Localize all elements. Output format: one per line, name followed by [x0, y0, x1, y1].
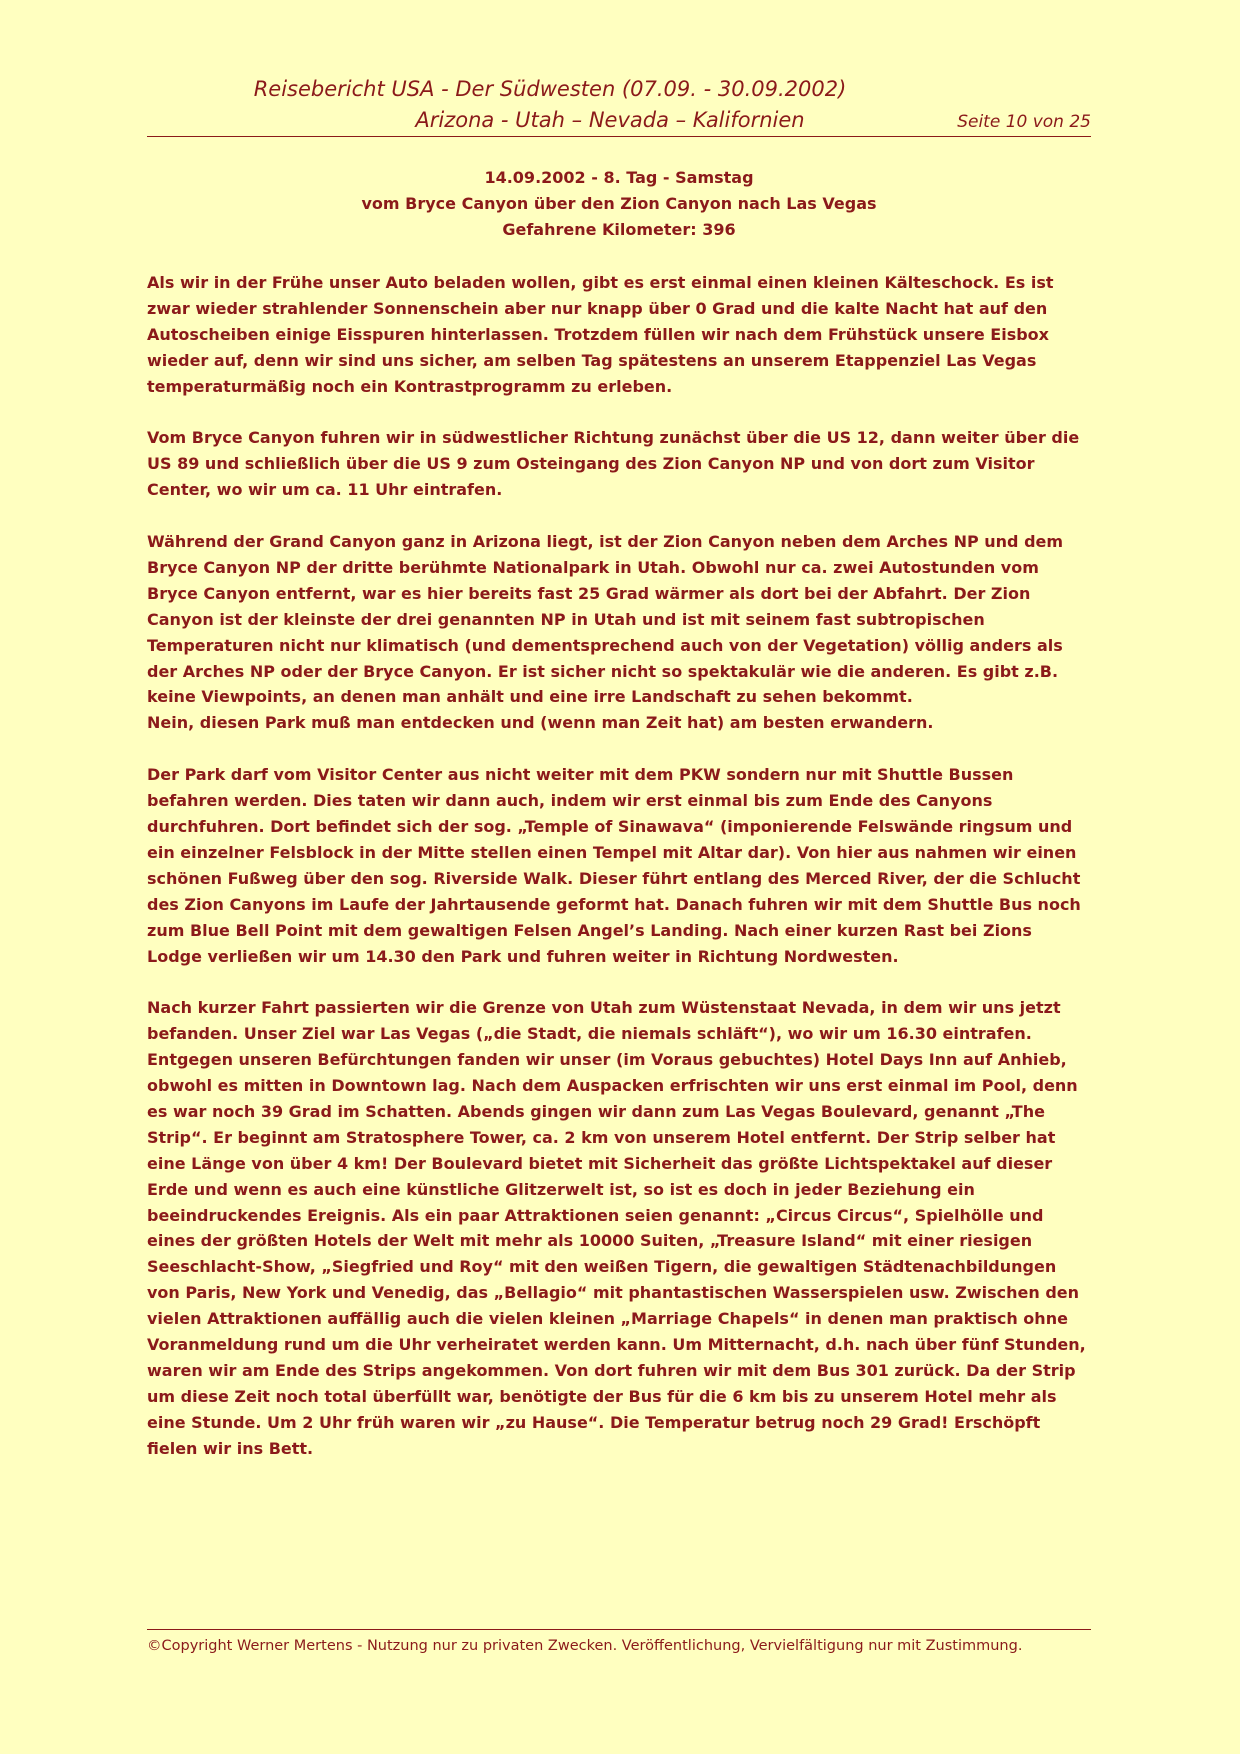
day-distance: Gefahrene Kilometer: 396 — [502, 220, 736, 239]
day-heading — [147, 165, 1091, 243]
page-footer — [147, 1629, 1091, 1658]
day-route: vom Bryce Canyon über den Zion Canyon nach Las Vegas — [361, 194, 877, 213]
page-header — [147, 74, 1091, 137]
page-number: Seite 10 von 25 — [957, 112, 1091, 132]
document-page — [147, 0, 1091, 1754]
paragraph: Als wir in der Frühe unser Auto beladen wollen, gibt es erst einmal einen kleinen Kälteschock. Es ist zwar wieder strahlender Sonnenschein aber nur knapp über 0 Grad und die kalte Nacht hat auf den Autoscheiben einige Eisspuren hinterlassen. Trotzdem füllen wir nach dem Frühstück unsere Eisbox wieder auf, denn wir sind uns sicher, am selben Tag spätestens an unserem Etappenziel Las Vegas temperaturmäßig noch ein Kontrastprogramm zu erleben. — [147, 273, 1054, 396]
paragraph: Der Park darf vom Visitor Center aus nicht weiter mit dem PKW sondern nur mit Shuttle Bussen befahren werden. Dies taten wir dann auch, indem wir erst einmal bis zum Ende des Canyons durchfuhren. Dort befindet sich der sog. „Temple of Sinawava“ (imponierende Felswände ringsum und ein einzelner Felsblock in der Mitte stellen einen Tempel mit Altar dar). Von hier aus nahmen wir einen schönen Fußweg über den sog. Riverside Walk. Dieser führt entlang des Merced River, der die Schlucht des Zion Canyons im Laufe der Jahrtausende geformt hat. Danach fuhren wir mit dem Shuttle Bus noch zum Blue Bell Point mit dem gewaltigen Felsen Angel’s Landing. Nach einer kurzen Rast bei Zions Lodge verließen wir um 14.30 den Park und fuhren weiter in Richtung Nordwesten. — [147, 765, 1081, 966]
paragraph: Nach kurzer Fahrt passierten wir die Grenze von Utah zum Wüstenstaat Nevada, in dem wir uns jetzt befanden. Unser Ziel war Las Vegas („die Stadt, die niemals schläft“), wo wir um 16.30 eintrafen. Entgegen unseren Befürchtungen fanden wir unser (im Voraus gebuchtes) Hotel Days Inn auf Anhieb, obwohl es mitten in Downtown lag. Nach dem Auspacken erfrischten wir uns erst einmal im Pool, denn es war noch 39 Grad im Schatten. Abends gingen wir dann zum Las Vegas Boulevard, genannt „The Strip“. Er beginnt am Stratosphere Tower, ca. 2 km von unserem Hotel entfernt. Der Strip selber hat eine Länge von über 4 km! Der Boulevard bietet mit Sicherheit das größte Lichtspektakel auf dieser Erde und wenn es auch eine künstliche Glitzerwelt ist, so ist es doch in jeder Beziehung ein beeindruckendes Ereignis. Als ein paar Attraktionen seien genannt: „Circus Circus“, Spielhölle und eines der größten Hotels der Welt mit mehr als 10000 Suiten, „Treasure Island“ mit einer riesigen Seeschlacht-Show, „Siegfried und Roy“ mit den weißen Tigern, die gewaltigen Städtenachbildungen von Paris, New York und Venedig, das „Bellagio“ mit phantastischen Wasserspielen usw. Zwischen den vielen Attraktionen auffällig auch die vielen kleinen „Marriage Chapels“ in denen man praktisch ohne Voranmeldung rund um die Uhr verheiratet werden kann. Um Mitternacht, d.h. nach über fünf Stunden, waren wir am Ende des Strips angekommen. Von dort fuhren wir mit dem Bus 301 zurück. Da der Strip um diese Zeit noch total überfüllt war, benötigte der Bus für die 6 km bis zu unserem Hotel mehr als eine Stunde. Um 2 Uhr früh waren wir „zu Hause“. Die Temperatur betrug noch 29 Grad! Erschöpft fielen wir ins Bett. — [147, 998, 1086, 1458]
report-body — [147, 270, 1091, 1488]
report-title: Reisebericht USA - Der Südwesten (07.09. - 30.09.2002) — [253, 77, 847, 101]
report-subtitle — [147, 105, 953, 135]
report-subtitle-text: Arizona - Utah – Nevada – Kalifornien — [415, 108, 805, 132]
copyright-notice: ©Copyright Werner Mertens - Nutzung nur zu privaten Zwecken. Veröffentlichung, Vervielfältigung nur mit Zustimmung. — [147, 1638, 1023, 1654]
paragraph: Während der Grand Canyon ganz in Arizona liegt, ist der Zion Canyon neben dem Arches NP und dem Bryce Canyon NP der dritte berühmte Nationalpark in Utah. Obwohl nur ca. zwei Autostunden vom Bryce Canyon entfernt, war es hier bereits fast 25 Grad wärmer als dort bei der Abfahrt. Der Zion Canyon ist der kleinste der drei genannten NP in Utah und ist mit seinem fast subtropischen Temperaturen nicht nur klimatisch (und dementsprechend auch von der Vegetation) völlig anders als der Arches NP oder der Bryce Canyon. Er ist sicher nicht so spektakulär wie die anderen. Es gibt z.B. keine Viewpoints, an denen man anhält und eine irre Landschaft zu sehen bekommt. Nein, diesen Park muß man entdecken und (wenn man Zeit hat) am besten erwandern. — [147, 532, 1064, 733]
paragraph: Vom Bryce Canyon fuhren wir in südwestlicher Richtung zunächst über die US 12, dann weiter über die US 89 und schließlich über die US 9 zum Osteingang des Zion Canyon NP und von dort zum Visitor Center, wo wir um ca. 11 Uhr eintrafen. — [147, 428, 1080, 500]
day-date: 14.09.2002 - 8. Tag - Samstag — [484, 168, 754, 187]
